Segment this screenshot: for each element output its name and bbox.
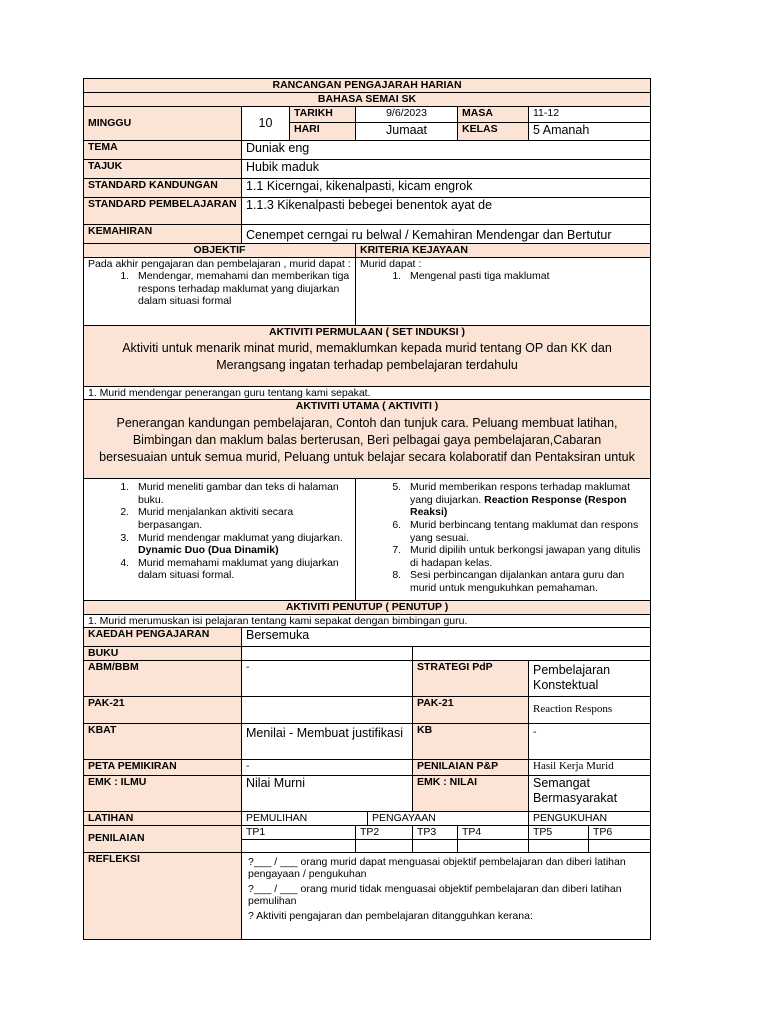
latihan-pemulihan: PEMULIHAN	[242, 811, 368, 825]
minggu-label: MINGGU	[84, 107, 242, 141]
pak-row	[84, 696, 651, 723]
kaedah-label: KAEDAH PENGAJARAN	[84, 628, 242, 647]
refleksi-line: ?___ / ___ orang murid tidak menguasai objektif pembelajaran dan diberi latihan pemulihan	[248, 882, 622, 908]
abm-label: ABM/BBM	[84, 660, 242, 696]
tajuk-value: Hubik maduk	[242, 160, 651, 179]
sk-value: 1.1 Kicerngai, kikenalpasti, kicam engrok	[242, 179, 651, 198]
latihan-label: LATIHAN	[84, 811, 242, 825]
kelas-value: 5 Amanah	[529, 123, 651, 141]
tema-row	[84, 141, 651, 160]
penutup-heading-row	[84, 601, 651, 615]
tema-value: Duniak eng	[242, 141, 651, 160]
objektif-row	[84, 257, 651, 325]
pak-value	[242, 696, 413, 723]
objektif-cell	[84, 257, 356, 325]
pak-label: PAK-21	[84, 696, 242, 723]
peta-value: -	[242, 759, 413, 775]
latihan-pengukuhan: PENGUKUHAN	[529, 811, 651, 825]
minggu-value: 10	[242, 107, 290, 141]
latihan-row	[84, 811, 651, 825]
pak-right-value: Reaction Respons	[529, 696, 651, 723]
sk-row	[84, 179, 651, 198]
permulaan-heading: AKTIVITI PERMULAAN ( SET INDUKSI )	[269, 325, 466, 338]
kb-label: KB	[413, 723, 529, 759]
utama-right-item: 8. Sesi perbincangan dijalankan antara guru dan murid untuk mengukuhkan pemahaman.	[404, 569, 646, 594]
kriteria-intro: Murid dapat :	[360, 257, 422, 270]
tp2-mark	[356, 839, 413, 852]
tarikh-label: TARIKH	[290, 107, 356, 123]
kriteria-cell	[356, 257, 651, 325]
tp5-mark	[529, 839, 589, 852]
utama-right-item	[404, 481, 646, 519]
tarikh-value: 9/6/2023	[356, 107, 458, 123]
permulaan-step-row	[84, 386, 651, 400]
tp5-cell: TP5	[529, 825, 589, 839]
sp-value: 1.1.3 Kikenalpasti bebegei benentok ayat de	[242, 198, 651, 225]
utama-right-item-text: Murid memberikan respons terhadap maklumat yang diujarkan.	[410, 481, 631, 506]
kaedah-value: Bersemuka	[242, 628, 651, 647]
info-row-1	[84, 107, 651, 123]
masa-label: MASA	[458, 107, 529, 123]
strategi-value: Pembelajaran Konstektual	[529, 660, 651, 696]
tp1-mark	[242, 839, 356, 852]
kriteria-heading: KRITERIA KEJAYAAN	[356, 244, 651, 258]
hari-value: Jumaat	[356, 123, 458, 141]
tp3-cell: TP3	[413, 825, 458, 839]
utama-block	[84, 400, 651, 479]
utama-left-item: 1. Murid meneliti gambar dan teks di halaman buku.	[132, 481, 351, 506]
sp-label: STANDARD PEMBELAJARAN	[84, 198, 242, 225]
utama-steps-row	[84, 479, 651, 601]
tp3-mark	[413, 839, 458, 852]
penilaian-row-1	[84, 825, 651, 839]
refleksi-line: ? Aktiviti pengajaran dan pembelajaran ditangguhkan kerana:	[248, 909, 533, 922]
objektif-heading-row	[84, 244, 651, 258]
kbat-value: Menilai - Membuat justifikasi	[242, 723, 413, 759]
utama-left-item	[132, 532, 351, 557]
subtitle-row	[84, 93, 651, 107]
strategi-label: STRATEGI PdP	[413, 660, 529, 696]
emk-nilai-label: EMK : NILAI	[413, 775, 529, 811]
utama-right-cell	[356, 479, 651, 601]
tp2-cell: TP2	[356, 825, 413, 839]
kelas-label: KELAS	[458, 123, 529, 141]
tp4-mark	[458, 839, 529, 852]
page-subtitle: BAHASA SEMAI SK	[84, 93, 651, 107]
penutup-step: 1. Murid merumuskan isi pelajaran tentang kami sepakat dengan bimbingan guru.	[84, 614, 651, 628]
hari-label: HARI	[290, 123, 356, 141]
utama-right-item: 7. Murid dipilih untuk berkongsi jawapan yang ditulis di hadapan kelas.	[404, 544, 646, 569]
kbat-row	[84, 723, 651, 759]
kriteria-item: 1. Mengenal pasti tiga maklumat	[404, 270, 646, 283]
tema-label: TEMA	[84, 141, 242, 160]
tajuk-row	[84, 160, 651, 179]
peta-row	[84, 759, 651, 775]
refleksi-cell	[242, 852, 651, 939]
penutup-step-row	[84, 614, 651, 628]
utama-left-item-text: Murid mendengar maklumat yang diujarkan.	[138, 531, 343, 544]
kemahiran-value: Cenempet cerngai ru belwal / Kemahiran Mendengar dan Bertutur	[242, 225, 651, 244]
emk-ilmu-label: EMK : ILMU	[84, 775, 242, 811]
sk-label: STANDARD KANDUNGAN	[84, 179, 242, 198]
sp-row	[84, 198, 651, 225]
abm-value: -	[242, 660, 413, 696]
pak-right-label: PAK-21	[413, 696, 529, 723]
lesson-plan-table	[83, 78, 651, 940]
objektif-intro: Pada akhir pengajaran dan pembelajaran , murid dapat :	[88, 257, 351, 270]
penilaian-label: PENILAIAN	[84, 825, 242, 852]
masa-value: 11-12	[529, 107, 651, 123]
emk-nilai-value: Semangat Bermasyarakat	[529, 775, 651, 811]
utama-left-item: 2. Murid menjalankan aktiviti secara berpasangan.	[132, 506, 351, 531]
kbat-label: KBAT	[84, 723, 242, 759]
buku-label: BUKU	[84, 647, 242, 661]
emk-ilmu-value: Nilai Murni	[242, 775, 413, 811]
objektif-item: 1. Mendengar, memahami dan memberikan tiga respons terhadap maklumat yang diujarkan dalam situasi formal	[132, 270, 351, 308]
utama-left-item: 4. Murid memahami maklumat yang diujarkan dalam situasi formal.	[132, 557, 351, 582]
penilaian-pp-value: Hasil Kerja Murid	[529, 759, 651, 775]
penilaian-pp-label: PENILAIAN P&P	[413, 759, 529, 775]
tajuk-label: TAJUK	[84, 160, 242, 179]
latihan-pengayaan: PENGAYAAN	[368, 811, 529, 825]
utama-right-item-strategy: Reaction Response (Respon Reaksi)	[410, 493, 627, 519]
permulaan-block-row	[84, 325, 651, 386]
kemahiran-label: KEMAHIRAN	[84, 225, 242, 244]
buku-value	[242, 647, 413, 661]
objektif-heading: OBJEKTIF	[84, 244, 356, 258]
abm-row	[84, 660, 651, 696]
tp6-mark	[589, 839, 651, 852]
utama-left-item-strategy: Dynamic Duo (Dua Dinamik)	[138, 544, 279, 557]
utama-description: Penerangan kandungan pembelajaran, Contoh dan tunjuk cara. Peluang membuat latihan, Bimbingan dan maklum balas berterusan, Beri pelbagai gaya pembelajaran,Cabaran bersesuaian untuk semua murid, Peluang untuk belajar secara kolaboratif dan Pentaksiran untuk	[99, 415, 635, 464]
utama-heading: AKTIVITI UTAMA ( AKTIVITI )	[295, 400, 439, 413]
permulaan-step: 1. Murid mendengar penerangan guru tentang kami sepakat.	[84, 386, 651, 400]
utama-block-row	[84, 400, 651, 479]
tp1-cell: TP1	[242, 825, 356, 839]
page-title: RANCANGAN PENGAJARAH HARIAN	[84, 79, 651, 93]
kb-value: -	[529, 723, 651, 759]
buku-extra	[413, 647, 651, 661]
title-row	[84, 79, 651, 93]
buku-row	[84, 647, 651, 661]
peta-label: PETA PEMIKIRAN	[84, 759, 242, 775]
refleksi-line: ?___ / ___ orang murid dapat menguasai objektif pembelajaran dan diberi latihan pengayaan / pengukuhan	[248, 855, 626, 881]
kaedah-row	[84, 628, 651, 647]
refleksi-row	[84, 852, 651, 939]
kemahiran-row	[84, 225, 651, 244]
utama-left-cell	[84, 479, 356, 601]
tp6-cell: TP6	[589, 825, 651, 839]
permulaan-block	[84, 325, 651, 386]
tp4-cell: TP4	[458, 825, 529, 839]
utama-right-item: 6. Murid berbincang tentang maklumat dan respons yang sesuai.	[404, 519, 646, 544]
refleksi-label: REFLEKSI	[84, 852, 242, 939]
permulaan-description: Aktiviti untuk menarik minat murid, memaklumkan kepada murid tentang OP dan KK dan Merangsang ingatan terhadap pembelajaran terdahulu	[122, 341, 612, 373]
emk-row	[84, 775, 651, 811]
penutup-heading: AKTIVITI PENUTUP ( PENUTUP )	[84, 601, 651, 615]
